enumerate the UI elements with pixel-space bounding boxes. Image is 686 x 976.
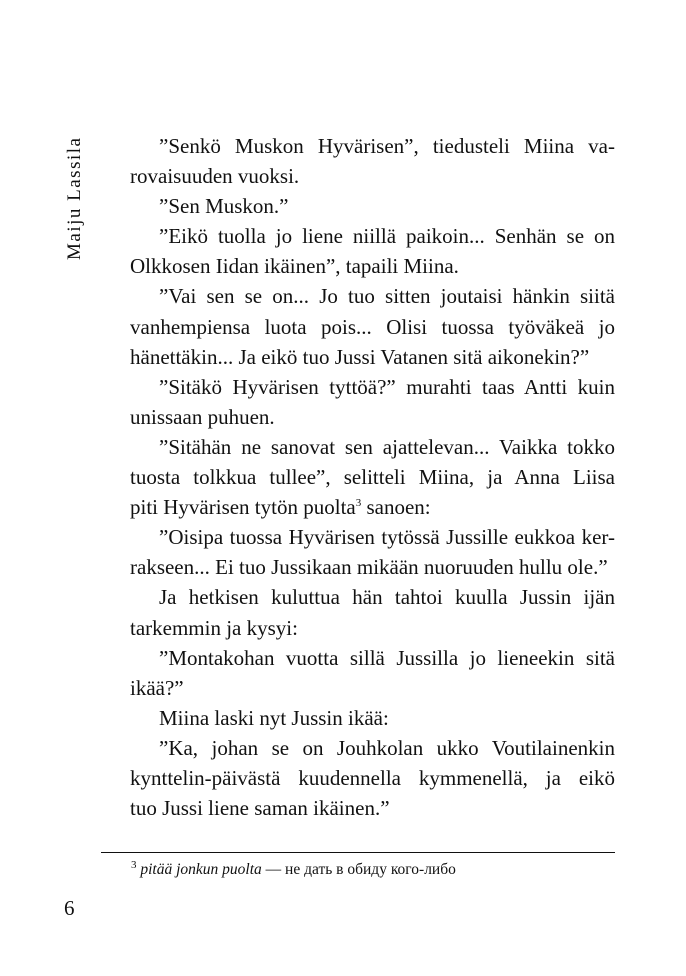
text-line: ”Montakohan vuotta sillä Jussilla jo lieneekin sitä [159,645,615,670]
text-line: rovaisuuden vuoksi. [130,164,300,189]
running-head: Maiju Lassila [64,136,85,260]
text-line: ”Senkö Muskon Hyvärisen”, tiedusteli Miina va- [159,134,615,158]
paragraph [101,643,615,703]
footnote-marker: 3 [131,858,137,871]
footnote-separator: — [261,861,286,878]
footnote-divider [101,852,615,853]
text-line: ”Sen Muskon.” [159,194,289,219]
paragraph [101,582,615,642]
paragraph [101,372,615,432]
text-fragment: piti Hyvärisen tytön puolta [130,495,356,520]
text-line: tarkemmin ja kysyi: [130,615,298,640]
footnote-translation: не дать в обиду кого-либо [285,861,456,878]
footnote-term: pitää jonkun puolta [140,861,262,878]
text-line: ”Oisipa tuossa Hyvärisen tytössä Jussille eukkoa ker- [159,525,615,550]
text-line: ”Ka, johan se on Jouhkolan ukko Voutilainenkin [159,735,615,760]
text-line: rakseen... Ei tuo Jussikaan mikään nuoruuden hullu ole.” [130,555,608,580]
text-line: kynttelin-päivästä kuudennella kymmenellä, ja eikö [130,765,615,790]
text-line: ”Vai sen se on... Jo tuo sitten joutaisi hänkin siitä [159,284,615,309]
text-line: vanhempiensa luota pois... Olisi tuossa työväkeä jo [130,314,615,339]
text-line: Olkkosen Iidan ikäinen”, tapaili Miina. [130,254,459,279]
text-line: ”Eikö tuolla jo liene niillä paikoin... Senhän se on [159,224,615,249]
text-line: tuosta tolkkua tullee”, selitteli Miina, ja Anna Liisa [130,465,615,490]
text-line: Miina laski nyt Jussin ikää: [159,705,389,730]
footnote [131,860,611,880]
footnote-marker: 3 [355,497,362,510]
page-number: 6 [64,896,75,920]
paragraph [101,522,615,582]
paragraph [101,191,615,221]
text-line: ”Sitähän ne sanovat sen ajattelevan... Vaikka tokko [159,434,615,459]
text-line: unissaan puhuen. [130,404,275,429]
paragraph [101,131,615,191]
main-text [101,131,615,823]
text-fragment: sanoen: [361,495,431,520]
paragraph [101,432,615,522]
paragraph [101,221,615,281]
text-line: hänettäkin... Ja eikö tuo Jussi Vatanen sitä aikonekin?” [130,344,590,369]
paragraph [101,281,615,371]
text-line-with-footnote [101,492,615,522]
text-line: tuo Jussi liene saman ikäinen.” [130,796,390,821]
text-line: ”Sitäkö Hyvärisen tyttöä?” murahti taas Antti kuin [159,374,615,399]
text-line: Ja hetkisen kuluttua hän tahtoi kuulla Jussin ijän [159,585,615,610]
paragraph [101,703,615,733]
paragraph [101,733,615,823]
text-line: ikää?” [130,675,184,700]
